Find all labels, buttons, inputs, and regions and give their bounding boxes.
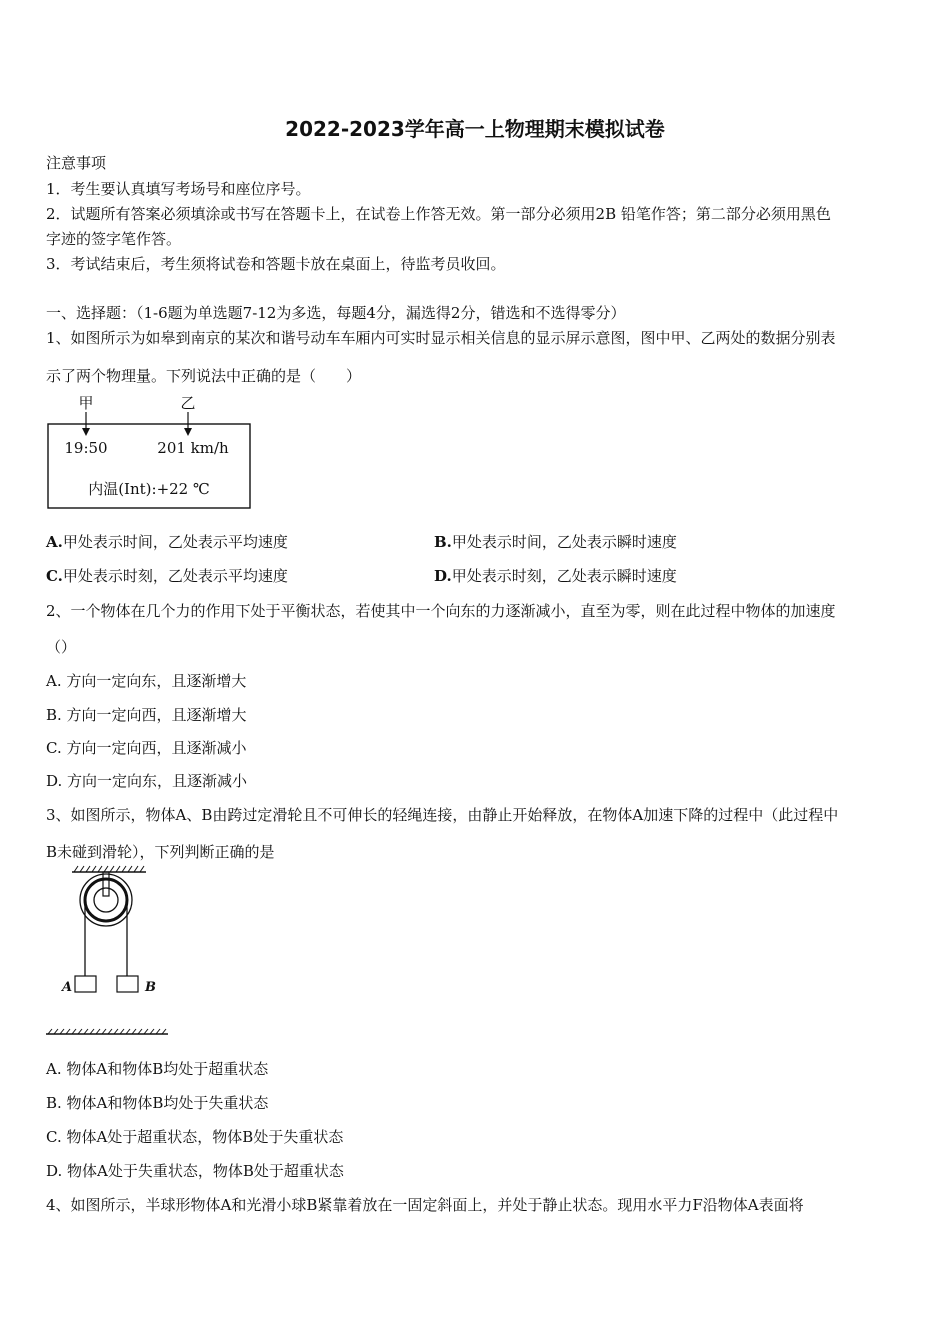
q2-option-a[interactable]: A. 方向一定向东，且逐渐增大 — [46, 672, 247, 690]
q1-stem-line1: 1、如图所示为如皋到南京的某次和谐号动车车厢内可实时显示相关信息的显示屏示意图，图中甲、乙两处的数据分别表 — [46, 329, 836, 347]
block-a — [75, 976, 96, 992]
display-speed: 201 km/h — [157, 439, 229, 457]
section-heading: 一、选择题：（1-6题为单选题7-12为多选，每题4分，漏选得2分，错选和不选得零分） — [46, 304, 626, 322]
notice-item-2-cont: 字迹的签字笔作答。 — [46, 230, 182, 248]
q1-stem-line2: 示了两个物理量。下列说法中正确的是（ ） — [46, 367, 362, 385]
q1-option-b-label: B. — [434, 533, 452, 551]
q1-option-b[interactable] — [434, 531, 677, 552]
q2-option-d[interactable]: D. 方向一定向东，且逐渐减小 — [46, 772, 248, 790]
q3-stem-line2: B未碰到滑轮），下列判断正确的是 — [46, 843, 275, 861]
q4-stem-line1: 4、如图所示，半球形物体A和光滑小球B紧靠着放在一固定斜面上，并处于静止状态。现用水平力F沿物体A表面将 — [46, 1196, 804, 1214]
q1-option-c-text: 甲处表示时刻，乙处表示平均速度 — [62, 567, 288, 585]
q2-option-b[interactable]: B. 方向一定向西，且逐渐增大 — [46, 706, 247, 724]
q1-option-c[interactable] — [46, 565, 288, 586]
arrowhead-jia — [82, 428, 90, 436]
q3-stem-line1: 3、如图所示，物体A、B由跨过定滑轮且不可伸长的轻绳连接，由静止开始释放，在物体A加速下降的过程中（此过程中 — [46, 806, 839, 824]
q1-option-a[interactable] — [46, 531, 288, 552]
pulley-hub — [94, 888, 118, 912]
q1-option-d-text: 甲处表示时刻，乙处表示瞬时速度 — [451, 567, 677, 585]
label-b: B — [145, 980, 156, 995]
label-jia: 甲 — [78, 394, 94, 412]
block-b — [117, 976, 138, 992]
q2-stem-line1: 2、一个物体在几个力的作用下处于平衡状态，若使其中一个向东的力逐渐减小，直至为零，则在此过程中物体的加速度 — [46, 602, 836, 620]
q1-option-b-text: 甲处表示时间，乙处表示瞬时速度 — [451, 533, 677, 551]
arrowhead-yi — [184, 428, 192, 436]
page-title: 2022-2023学年高一上物理期末模拟试卷 — [285, 117, 665, 141]
label-a: A — [62, 980, 73, 995]
q1-option-d-label: D. — [434, 567, 452, 585]
display-temp: 内温(Int):+22 ℃ — [88, 480, 210, 498]
q3-option-a[interactable]: A. 物体A和物体B均处于超重状态 — [46, 1060, 269, 1078]
notice-item-2: 2．试题所有答案必须填涂或书写在答题卡上，在试卷上作答无效。第一部分必须用2B 铅笔作答；第二部分必须用黑色 — [46, 205, 831, 223]
q1-display-figure — [40, 390, 260, 512]
notice-heading: 注意事项 — [46, 154, 107, 172]
q1-option-d[interactable] — [434, 565, 677, 586]
ceiling-hatching — [74, 866, 144, 872]
q3-option-c[interactable]: C. 物体A处于超重状态，物体B处于失重状态 — [46, 1128, 344, 1146]
q2-stem-line2: （） — [46, 638, 77, 656]
q3-pulley-figure — [46, 864, 176, 1044]
q1-option-a-label: A. — [46, 533, 63, 551]
pulley-mount — [103, 872, 109, 896]
q1-option-c-label: C. — [46, 567, 63, 585]
q2-option-c[interactable]: C. 方向一定向西，且逐渐减小 — [46, 739, 247, 757]
q3-option-b[interactable]: B. 物体A和物体B均处于失重状态 — [46, 1094, 269, 1112]
q1-option-a-text: 甲处表示时间，乙处表示平均速度 — [62, 533, 288, 551]
pulley-groove — [85, 879, 127, 921]
notice-item-3: 3．考试结束后，考生须将试卷和答题卡放在桌面上，待监考员收回。 — [46, 255, 506, 273]
display-time: 19:50 — [64, 439, 108, 457]
pulley-outer — [80, 874, 132, 926]
notice-item-1: 1．考生要认真填写考场号和座位序号。 — [46, 180, 311, 198]
label-yi: 乙 — [180, 394, 196, 412]
q3-option-d[interactable]: D. 物体A处于失重状态，物体B处于超重状态 — [46, 1162, 344, 1180]
